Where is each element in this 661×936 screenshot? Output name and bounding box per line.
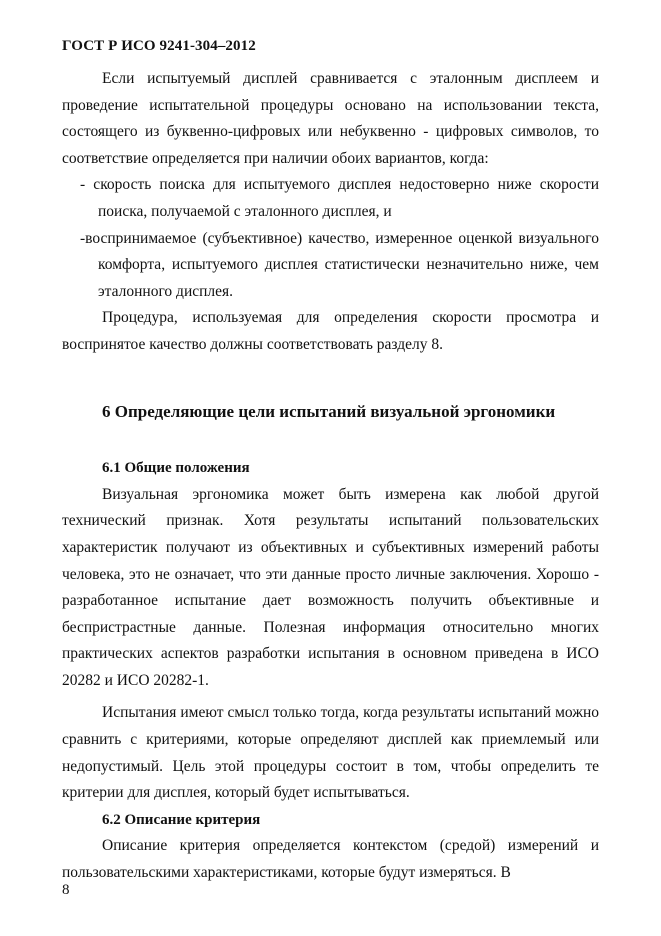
paragraph-criterion-description: Описание критерия определяется контекстом (средой) измерений и пользовательскими характеристиками, которые будут измеряться. В [62,837,599,882]
subsection-6-2-heading: 6.2 Описание критерия [102,811,261,828]
paragraph-criteria: Испытания имеют смысл только тогда, когда результаты испытаний можно сравнить с критериями, которые определяют дисплей как приемлемый или недопустимый. Цель этой процедуры состоит в том, чтобы определить те критерии для дисплея, который будет испытываться. [62,704,599,802]
page-number: 8 [62,882,70,898]
document-body [62,66,599,887]
paragraph-procedure: Процедура, используемая для определения скорости просмотра и воспринятое качество должны соответствовать разделу 8. [62,309,599,353]
subsection-6-1-heading: 6.1 Общие положения [102,460,250,477]
document-code-header: ГОСТ Р ИСО 9241-304–2012 [62,38,256,54]
list-item-search-speed: - скорость поиска для испытуемого дисплея недостоверно ниже скорости поиска, получаемой с эталонного дисплея, и [80,176,599,220]
paragraph-visual-ergonomics: Визуальная эргономика может быть измерена как любой другой технический признак. Хотя результаты испытаний пользовательских характеристик получают из объективных и субъективных измерений работы человека, это не означает, что эти данные просто личные заключения. Хорошо - разработанное испытание дает возможность получить объективные и беспристрастные данные. Полезная информация относительно многих практических аспектов разработки испытания в основном приведена в ИСО 20282 и ИСО 20282-1. [62,485,599,689]
section-6-heading: 6 Определяющие цели испытаний визуальной эргономики [102,401,556,421]
list-item-perceived-quality: -воспринимаемое (субъективное) качество, измеренное оценкой визуального комфорта, испытуемого дисплея статистически незначительно ниже, чем эталонного дисплея. [80,229,599,300]
paragraph-comparison: Если испытуемый дисплей сравнивается с эталонным дисплеем и проведение испытательной процедуры основано на использовании текста, состоящего из буквенно-цифровых или небуквенно - цифровых символов, то соответствие определяется при наличии обоих вариантов, когда: [62,70,599,167]
